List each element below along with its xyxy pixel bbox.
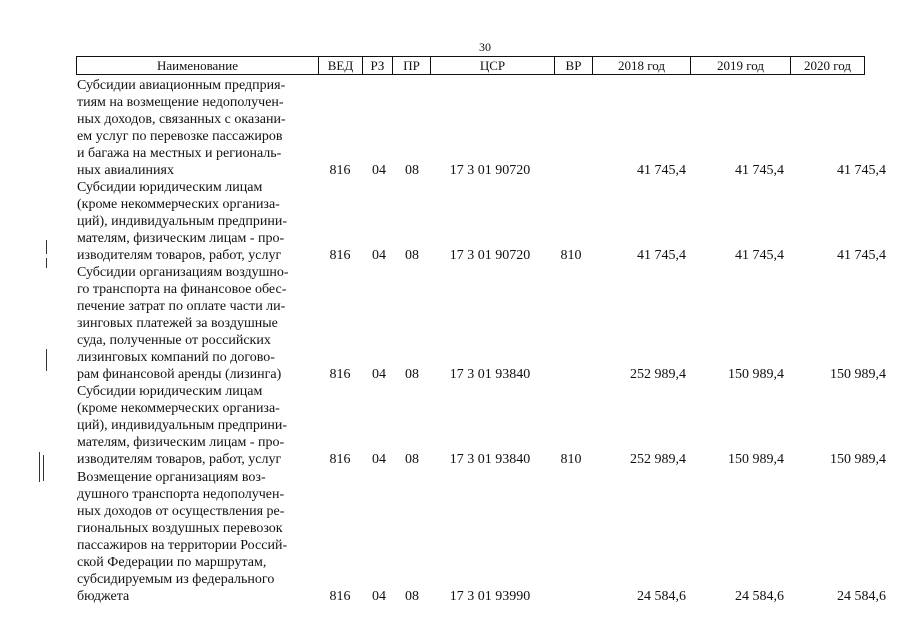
scan-mark: [46, 349, 47, 371]
header-rz: РЗ: [363, 57, 393, 74]
row-2019: 150 989,4: [728, 367, 784, 382]
row-csr: 17 3 01 90720: [449, 248, 531, 263]
header-2018: 2018 год: [593, 57, 691, 74]
row-vr: 810: [560, 248, 582, 263]
row-2019: 41 745,4: [735, 248, 784, 263]
row-name: Субсидии юридическим лицам (кроме некоммерческих организа- ций), индивидуальным предприни- мателям, физическим лицам - про- изводителям товаров, работ, услуг: [77, 180, 288, 263]
row-2018: 41 745,4: [637, 248, 686, 263]
header-ved: ВЕД: [319, 57, 363, 74]
row-csr: 17 3 01 93840: [449, 452, 531, 467]
header-2020: 2020 год: [804, 58, 851, 73]
scan-mark: [43, 455, 44, 481]
row-csr: 17 3 01 93840: [449, 367, 531, 382]
row-name: Возмещение организациям воз- душного транспорта недополучен- ных доходов от осуществления ре- гиональных воздушных перевозок пассажиров на территории Россий- ской Федерации по маршрутам, субсидируемым из федерального бюджета: [77, 470, 288, 604]
scan-mark: [46, 258, 47, 268]
row-2020: 24 584,6: [837, 589, 886, 604]
row-rz: 04: [372, 589, 386, 604]
row-pr: 08: [405, 589, 419, 604]
row-2018: 252 989,4: [630, 367, 686, 382]
header-csr: ЦСР: [431, 57, 555, 74]
row-name: Субсидии авиационным предприя- тиям на возмещение недополучен- ных доходов, связанных с оказани- ем услуг по перевозке пассажиров и багажа на местных и региональ- ных авиалиниях: [77, 78, 286, 178]
row-2018: 252 989,4: [630, 452, 686, 467]
row-pr: 08: [405, 248, 419, 263]
row-2020: 41 745,4: [837, 163, 886, 178]
row-rz: 04: [372, 452, 386, 467]
row-name: Субсидии организациям воздушно- го транспорта на финансовое обес- печение затрат по оплате части ли- зинговых платежей за воздушные суда, полученные от российских лизинговых компаний по догово- рам финансовой аренды (лизинга): [77, 265, 289, 382]
header-vr: ВР: [555, 57, 593, 74]
row-pr: 08: [405, 452, 419, 467]
row-rz: 04: [372, 367, 386, 382]
row-ved: 816: [329, 452, 351, 467]
row-2020: 150 989,4: [830, 367, 886, 382]
row-2018: 41 745,4: [637, 163, 686, 178]
table-header: [76, 56, 865, 75]
row-2019: 41 745,4: [735, 163, 784, 178]
scan-mark: [46, 240, 47, 254]
row-rz: 04: [372, 163, 386, 178]
row-vr: 810: [560, 452, 582, 467]
row-ved: 816: [329, 589, 351, 604]
row-2020: 41 745,4: [837, 248, 886, 263]
row-2020: 150 989,4: [830, 452, 886, 467]
row-rz: 04: [372, 248, 386, 263]
header-2019: 2019 год: [691, 57, 791, 74]
header-name: Наименование: [77, 57, 319, 74]
row-2019: 24 584,6: [735, 589, 784, 604]
row-name: Субсидии юридическим лицам (кроме некоммерческих организа- ций), индивидуальным предприни- мателям, физическим лицам - про- изводителям товаров, работ, услуг: [77, 384, 288, 467]
row-ved: 816: [329, 163, 351, 178]
row-csr: 17 3 01 90720: [449, 163, 531, 178]
page-number: 30: [479, 40, 491, 54]
scan-mark: [39, 452, 40, 482]
row-2019: 150 989,4: [728, 452, 784, 467]
row-pr: 08: [405, 163, 419, 178]
row-csr: 17 3 01 93990: [449, 589, 531, 604]
row-ved: 816: [329, 248, 351, 263]
row-2018: 24 584,6: [637, 589, 686, 604]
row-pr: 08: [405, 367, 419, 382]
header-pr: ПР: [393, 57, 431, 74]
row-ved: 816: [329, 367, 351, 382]
